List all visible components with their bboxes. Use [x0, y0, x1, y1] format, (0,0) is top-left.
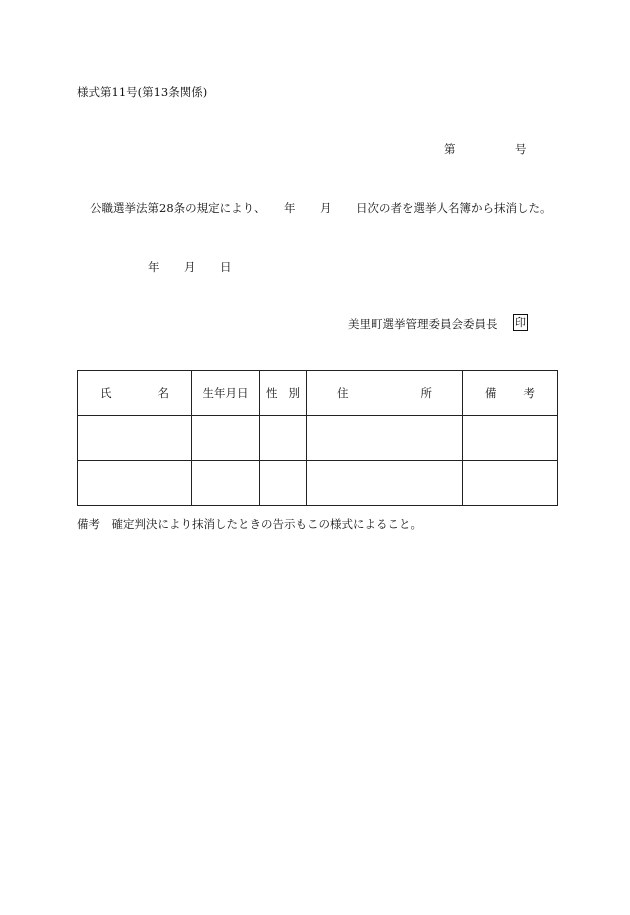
- header-gender: 性 別: [260, 371, 307, 416]
- cell-gender[interactable]: [260, 416, 307, 461]
- doc-number-suffix: 号: [515, 142, 527, 156]
- cell-birthdate[interactable]: [192, 461, 260, 506]
- body-text-year: 年: [284, 201, 296, 215]
- cell-remarks[interactable]: [463, 416, 558, 461]
- date-day: 日: [220, 260, 232, 274]
- date-year: 年: [148, 260, 160, 274]
- seal-stamp: 印: [515, 316, 526, 329]
- table-header-row: [78, 371, 558, 416]
- cell-name[interactable]: [78, 461, 192, 506]
- deletion-table: [77, 370, 558, 506]
- header-birthdate: 生年月日: [192, 371, 260, 416]
- date-month: 月: [184, 260, 196, 274]
- body-text-part2: 日次の者を選挙人名簿から抹消した。: [356, 201, 552, 215]
- issuer-title: 美里町選挙管理委員会委員長: [348, 317, 498, 331]
- table-row: [78, 461, 558, 506]
- cell-address[interactable]: [307, 461, 463, 506]
- header-remarks: 備 考: [463, 371, 558, 416]
- cell-name[interactable]: [78, 416, 192, 461]
- header-address: 住 所: [307, 371, 463, 416]
- form-identifier: 様式第11号(第13条関係): [77, 85, 208, 99]
- body-text-month: 月: [320, 201, 332, 215]
- cell-remarks[interactable]: [463, 461, 558, 506]
- cell-address[interactable]: [307, 416, 463, 461]
- cell-birthdate[interactable]: [192, 416, 260, 461]
- body-text-part1: 公職選挙法第28条の規定により、: [90, 201, 266, 215]
- table-row: [78, 416, 558, 461]
- header-name: 氏 名: [78, 371, 192, 416]
- doc-number-prefix: 第: [444, 142, 456, 156]
- cell-gender[interactable]: [260, 461, 307, 506]
- remark-note: 備考 確定判決により抹消したときの告示もこの様式によること。: [77, 517, 422, 531]
